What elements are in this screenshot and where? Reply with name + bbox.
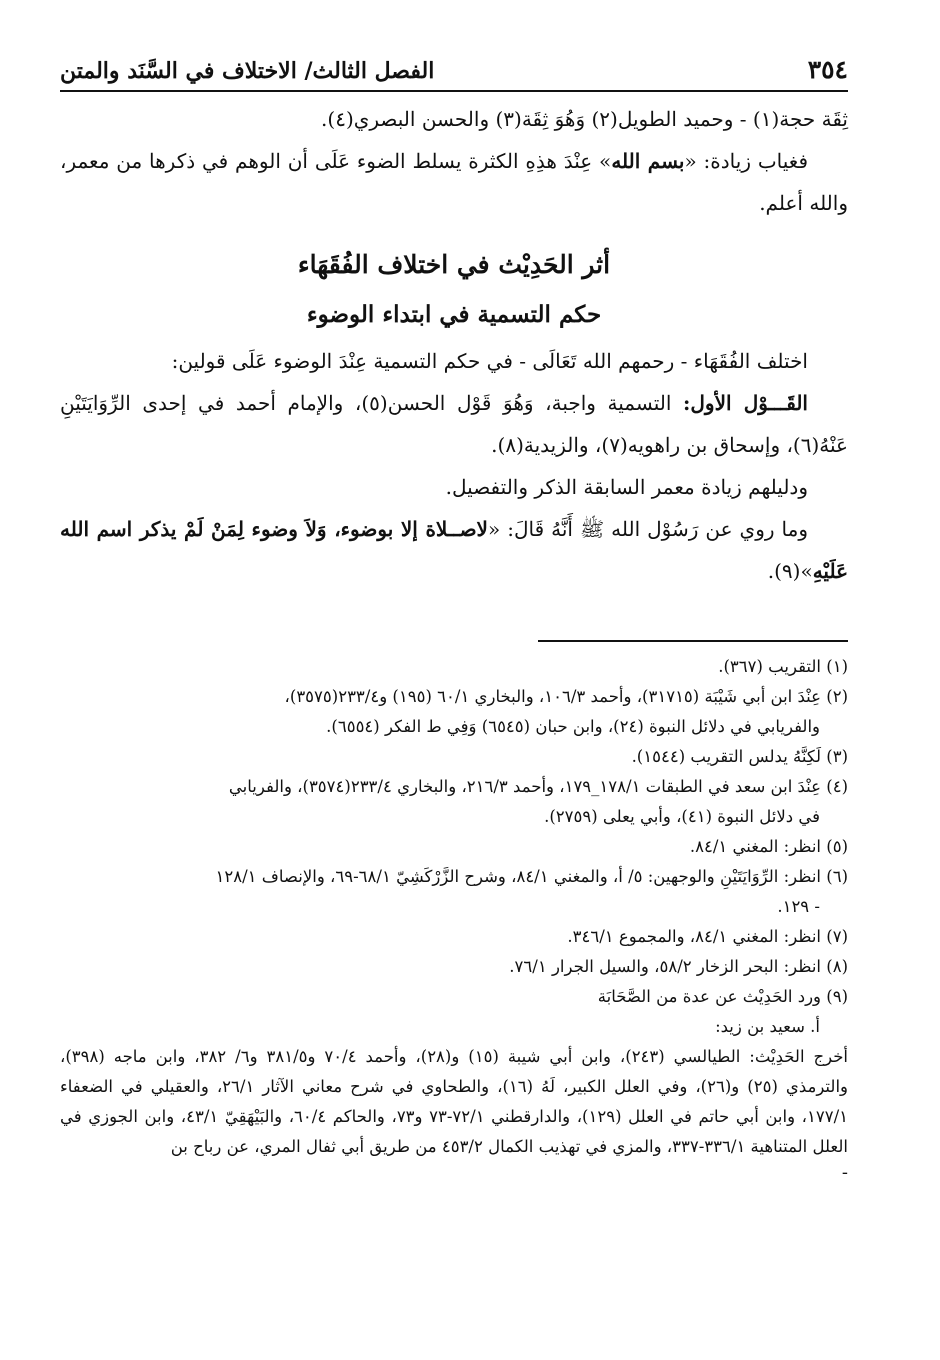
- footnote-separator: [538, 640, 848, 642]
- main-text: [60, 98, 848, 592]
- subsection-heading: حكم التسمية في ابتداء الوضوء: [306, 301, 602, 328]
- footnote-subheading: أ. سعيد بن زيد:: [715, 1017, 820, 1036]
- paragraph: ودليلهم زيادة معمر السابقة الذكر والتفصيل.: [445, 475, 808, 499]
- book-page: [60, 50, 848, 1182]
- paragraph: اختلف الفُقَهَاء - رحمهم الله تَعَالَى - في حكم التسمية عِنْدَ الوضوء عَلَى قولين:: [171, 349, 808, 373]
- footnote-continuation: في دلائل النبوة (٤١)، وأبي يعلى (٢٧٥٩).: [544, 807, 820, 826]
- running-title: الفصل الثالث/ الاختلاف في السَّنَد والمتن: [60, 58, 435, 84]
- footnote: (٤) عِنْدَ ابن سعد في الطبقات ١٧٨/١_١٧٩، وأحمد ٢١٦/٣، والبخاري ٢٣٣/٤(٣٥٧٤)، والفريابي: [228, 777, 848, 796]
- footnote-continuation: والفريابي في دلائل النبوة (٢٤)، وابن حبان (٦٥٤٥) وَفِي ط الفكر (٦٥٥٤).: [326, 717, 820, 736]
- paragraph: وما روي عن رَسُوْل الله ﷺ أَنَّهُ قَالَ: «لاصــلاة إلا بوضوء، وَلاَ وضوء لِمَنْ لَمْ يذكر اسم الله عَلَيْهِ»(٩).: [60, 517, 848, 583]
- footnote: (٧) انظر: المغني ٨٤/١، والمجموع ٣٤٦/١.: [567, 927, 848, 946]
- paragraph: فغياب زيادة: «بسم الله» عِنْدَ هذِهِ الكثرة يسلط الضوء عَلَى أن الوهم في ذكرها من معمر، والله أعلم.: [60, 149, 848, 215]
- footnotes: [60, 652, 848, 1182]
- hadith-quote: لاصــلاة إلا بوضوء، وَلاَ وضوء لِمَنْ لَمْ يذكر اسم الله عَلَيْهِ: [60, 517, 848, 583]
- footnote: (٣) لَكِنَّهُ يدلس التقريب (١٥٤٤).: [631, 747, 848, 766]
- page-number: ٣٥٤: [807, 55, 848, 84]
- paragraph: القَـــوْل الأول: التسمية واجبة، وَهُوَ قَوْل الحسن(٥)، والإمام أحمد في إحدى الرِّوَايَتَيْنِ عَنْهُ(٦)، وإسحاق بن راهويه(٧)، والزيدية(٨).: [60, 391, 848, 457]
- section-heading: أثر الحَدِيْث في اختلاف الفُقَهَاء: [297, 250, 611, 279]
- bismillah-phrase: بسم الله: [611, 149, 685, 173]
- footnote-continuation: - ١٢٩.: [777, 897, 820, 916]
- footnote: (١) التقريب (٣٦٧).: [718, 657, 848, 676]
- footnote: (٥) انظر: المغني ٨٤/١.: [689, 837, 848, 856]
- paragraph: ثِقَة حجة(١) - وحميد الطويل(٢) وَهُوَ ثِقَة(٣) والحسن البصري(٤).: [321, 107, 848, 131]
- first-opinion-label: القَـــوْل الأول:: [683, 391, 808, 415]
- footnote: (٨) انظر: البحر الزخار ٥٨/٢، والسيل الجرار ٧٦/١.: [509, 957, 848, 976]
- footnote: (٩) ورد الحَدِيْث عن عدة من الصَّحَابَة: [597, 987, 848, 1006]
- page-header: [60, 50, 848, 92]
- continuation-mark: -: [841, 1162, 848, 1183]
- footnote: (٦) انظر: الرِّوَايَتَيْنِ والوجهين: ٥/ أ، والمغني ٨٤/١، وشرح الزَّرْكَشِيّ ٦٨/١-٦٩، والإنصاف ١٢٨/١: [215, 867, 848, 886]
- footnote-continuation: أخرج الحَدِيْث: الطيالسي (٢٤٣)، وابن أبي شيبة (١٥) و(٢٨)، وأحمد ٧٠/٤ و٣٨١/٥ و٦/ ٣٨٢، وابن ماجه (٣٩٨)، والترمذي (٢٥) و(٢٦)، وفي العلل الكبير، لَهُ (١٦)، والطحاوي في شرح معاني الآثار ٢٦/١، والعقيلي في الضعفاء ١٧٧/١، وابن أبي حاتم في العلل (١٢٩)، والدارقطني ٧٢/١-٧٣ و٧٣، والحاكم ٦٠/٤، والبَيْهَقِيّ ٤٣/١، وابن الجوزي في العلل المتناهية ٣٣٦/١-٣٣٧، والمزي في تهذيب الكمال ٤٥٣/٢ من طريق أبي ثفال المري، عن رباح بن: [60, 1047, 849, 1156]
- footnote: (٢) عِنْدَ ابن أبي شَيْبَة (٣١٧١٥)، وأحمد ١٠٦/٣، والبخاري ٦٠/١ (١٩٥) و٢٣٣/٤(٣٥٧٥)،: [284, 687, 848, 706]
